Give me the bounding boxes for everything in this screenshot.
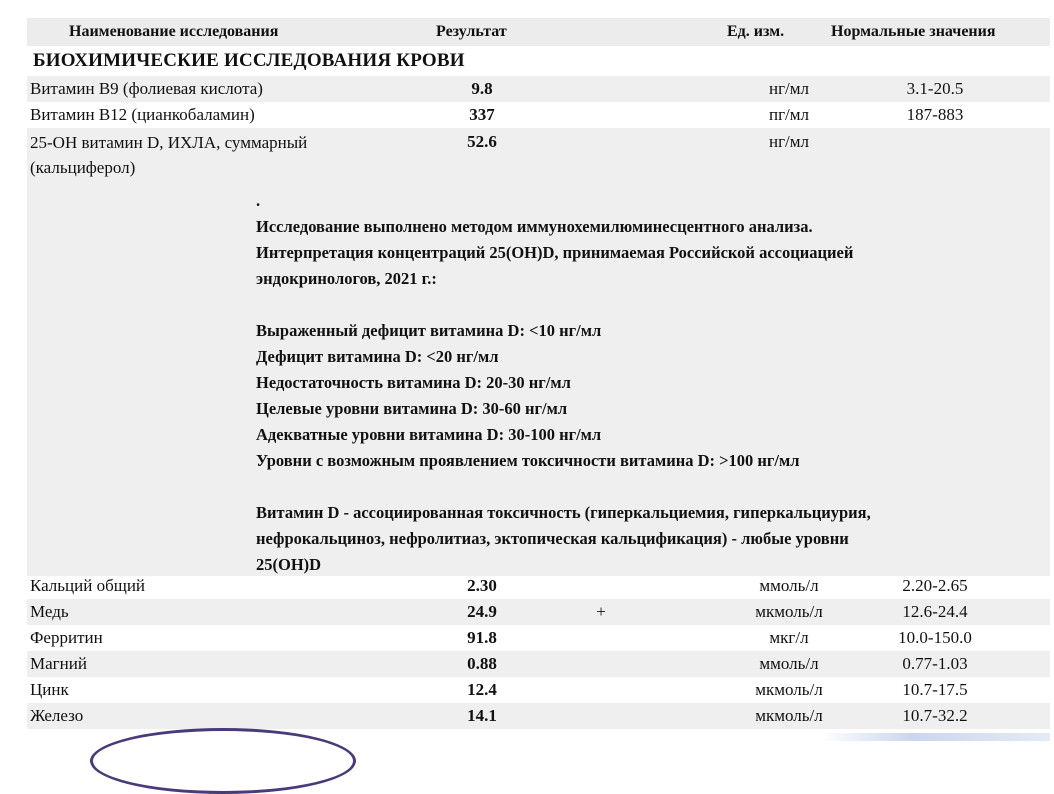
test-unit: ммоль/л bbox=[759, 654, 819, 673]
note-level: Уровни с возможным проявлением токсичности витамина D: >100 нг/мл bbox=[256, 451, 800, 470]
signature-mark bbox=[820, 733, 1050, 741]
test-result: 52.6 bbox=[467, 132, 497, 151]
test-reference: 187-883 bbox=[906, 105, 964, 124]
table-row bbox=[27, 703, 1050, 729]
test-reference: 10.7-32.2 bbox=[902, 706, 968, 725]
table-row bbox=[27, 102, 1050, 128]
test-reference: 3.1-20.5 bbox=[906, 79, 964, 98]
test-result: 24.9 bbox=[467, 602, 497, 621]
note-level: Дефицит витамина D: <20 нг/мл bbox=[256, 347, 499, 366]
note-interpretation: Интерпретация концентраций 25(OH)D, принимаемая Российской ассоциацией bbox=[256, 243, 854, 262]
section-title: БИОХИМИЧЕСКИЕ ИССЛЕДОВАНИЯ КРОВИ bbox=[33, 50, 465, 71]
note-toxicity: Витамин D - ассоциированная токсичность (гиперкальциемия, гиперкальциурия, bbox=[256, 503, 871, 522]
test-result: 12.4 bbox=[467, 680, 497, 699]
test-name: Витамин В9 (фолиевая кислота) bbox=[30, 79, 263, 98]
table-row bbox=[27, 573, 1050, 599]
test-name: Медь bbox=[30, 602, 69, 621]
note-level: Недостаточность витамина D: 20-30 нг/мл bbox=[256, 373, 571, 392]
test-reference: 10.7-17.5 bbox=[902, 680, 968, 699]
test-unit: мкмоль/л bbox=[755, 680, 823, 699]
test-result: 0.88 bbox=[467, 654, 497, 673]
table-row bbox=[27, 625, 1050, 651]
test-name: Магний bbox=[30, 654, 87, 673]
test-result: 9.8 bbox=[471, 79, 493, 98]
header-reference: Нормальные значения bbox=[831, 23, 996, 40]
test-unit: пг/мл bbox=[768, 105, 810, 124]
test-unit: нг/мл bbox=[768, 79, 810, 98]
abnormal-flag: + bbox=[596, 602, 606, 621]
vitamin-d-interpretation-note bbox=[256, 188, 1026, 578]
note-interpretation: эндокринологов, 2021 г.: bbox=[256, 269, 437, 288]
test-name: Ферритин bbox=[30, 628, 103, 647]
header-result: Результат bbox=[436, 23, 507, 40]
test-reference: 12.6-24.4 bbox=[902, 602, 968, 621]
test-name: Витамин В12 (цианкобаламин) bbox=[30, 105, 255, 124]
test-result: 337 bbox=[469, 105, 495, 124]
note-level: Выраженный дефицит витамина D: <10 нг/мл bbox=[256, 321, 602, 340]
note-toxicity: 25(OH)D bbox=[256, 555, 322, 574]
test-reference: 0.77-1.03 bbox=[902, 654, 968, 673]
test-result: 14.1 bbox=[467, 706, 497, 725]
test-name: 25-ОН витамин D, ИХЛА, суммарный (кальциферол) bbox=[30, 133, 308, 177]
note-level: Целевые уровни витамина D: 30-60 нг/мл bbox=[256, 399, 568, 418]
table-row bbox=[27, 599, 1050, 625]
lab-stamp bbox=[90, 728, 356, 794]
test-name: Кальций общий bbox=[30, 576, 146, 595]
test-reference: 2.20-2.65 bbox=[902, 576, 968, 595]
test-result: 2.30 bbox=[467, 576, 497, 595]
test-unit: нг/мл bbox=[768, 132, 810, 151]
header-unit: Ед. изм. bbox=[727, 23, 785, 40]
table-row bbox=[27, 76, 1050, 102]
test-result: 91.8 bbox=[467, 628, 497, 647]
note-level: Адекватные уровни витамина D: 30-100 нг/мл bbox=[256, 425, 602, 444]
test-unit: мкг/л bbox=[769, 628, 809, 647]
test-reference: 10.0-150.0 bbox=[898, 628, 972, 647]
test-name: Железо bbox=[30, 706, 84, 725]
note-dot: . bbox=[256, 191, 261, 210]
test-unit: мкмоль/л bbox=[755, 706, 823, 725]
test-unit: ммоль/л bbox=[759, 576, 819, 595]
table-row bbox=[27, 651, 1050, 677]
note-method: Исследование выполнено методом иммунохемилюминесцентного анализа. bbox=[256, 217, 813, 236]
test-name: Цинк bbox=[30, 680, 69, 699]
table-header bbox=[27, 18, 1050, 46]
header-name: Наименование исследования bbox=[69, 23, 279, 40]
table-row bbox=[27, 677, 1050, 703]
note-toxicity: нефрокальциноз, нефролитиаз, эктопическая кальцификация) - любые уровни bbox=[256, 529, 849, 548]
test-unit: мкмоль/л bbox=[755, 602, 823, 621]
